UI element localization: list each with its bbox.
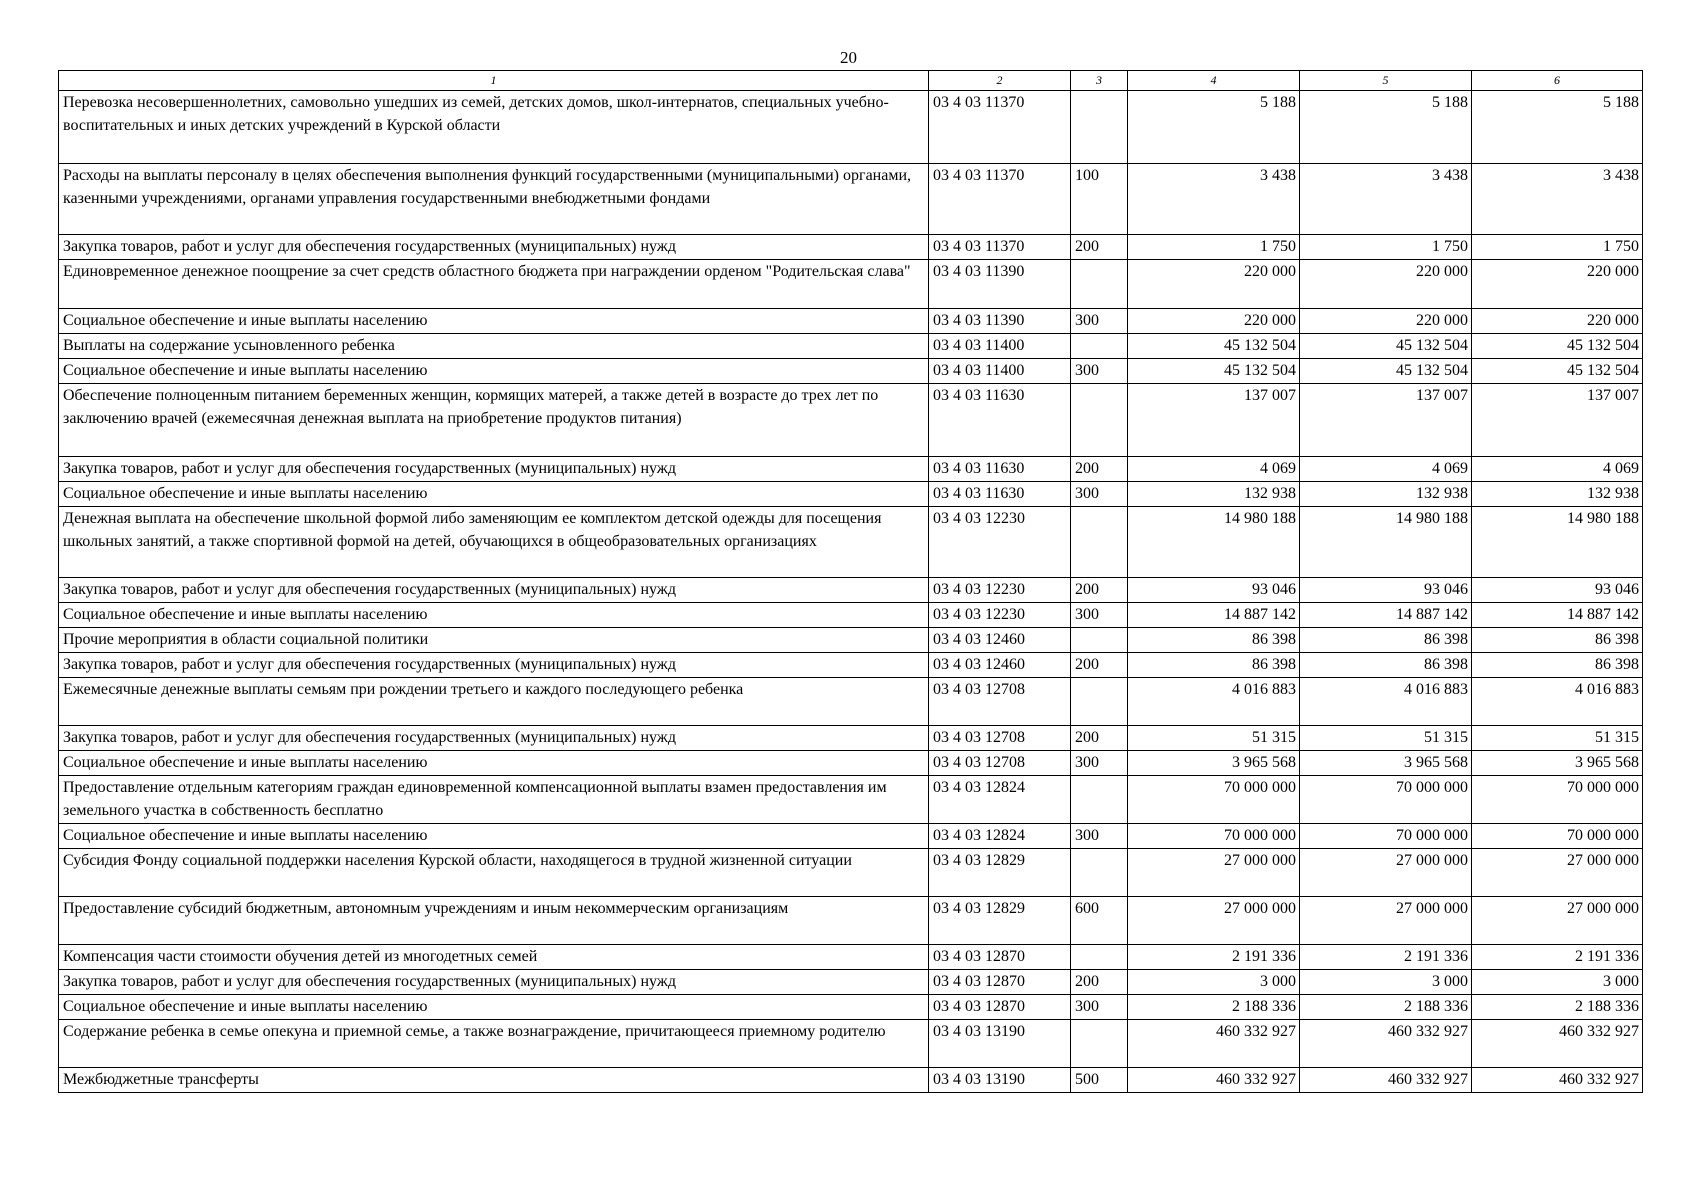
target-article-code: 03 4 03 12824 [929,776,1071,824]
amount-col-4: 5 188 [1128,91,1300,164]
table-row [59,457,1643,482]
amount-col-6: 86 398 [1472,653,1643,678]
target-article-code: 03 4 03 12824 [929,824,1071,849]
amount-col-4: 86 398 [1128,628,1300,653]
row-name: Межбюджетные трансферты [59,1068,929,1093]
table-row [59,1020,1643,1068]
amount-col-4: 3 000 [1128,970,1300,995]
expense-type-code [1071,678,1128,726]
row-name: Социальное обеспечение и иные выплаты населению [59,359,929,384]
table-row [59,751,1643,776]
amount-col-4: 3 965 568 [1128,751,1300,776]
target-article-code: 03 4 03 11400 [929,334,1071,359]
amount-col-5: 3 000 [1300,970,1472,995]
target-article-code: 03 4 03 11390 [929,260,1071,309]
target-article-code: 03 4 03 11370 [929,235,1071,260]
table-row [59,1068,1643,1093]
target-article-code: 03 4 03 12870 [929,995,1071,1020]
amount-col-6: 3 965 568 [1472,751,1643,776]
expense-type-code [1071,1020,1128,1068]
amount-col-5: 45 132 504 [1300,359,1472,384]
amount-col-4: 93 046 [1128,578,1300,603]
expense-type-code [1071,849,1128,897]
table-row [59,726,1643,751]
amount-col-4: 14 887 142 [1128,603,1300,628]
amount-col-5: 137 007 [1300,384,1472,457]
amount-col-6: 70 000 000 [1472,824,1643,849]
table-row [59,91,1643,164]
target-article-code: 03 4 03 11390 [929,309,1071,334]
table-row [59,945,1643,970]
table-row [59,578,1643,603]
table-row [59,384,1643,457]
amount-col-5: 3 438 [1300,164,1472,235]
amount-col-4: 220 000 [1128,309,1300,334]
row-name: Ежемесячные денежные выплаты семьям при рождении третьего и каждого последующего ребенка [59,678,929,726]
target-article-code: 03 4 03 12230 [929,603,1071,628]
table-row [59,897,1643,945]
expense-type-code [1071,945,1128,970]
amount-col-4: 2 188 336 [1128,995,1300,1020]
expense-type-code [1071,776,1128,824]
amount-col-6: 45 132 504 [1472,359,1643,384]
amount-col-6: 27 000 000 [1472,897,1643,945]
row-name: Прочие мероприятия в области социальной политики [59,628,929,653]
amount-col-6: 3 438 [1472,164,1643,235]
expense-type-code: 200 [1071,457,1128,482]
target-article-code: 03 4 03 13190 [929,1020,1071,1068]
column-header-3: 3 [1071,71,1128,91]
target-article-code: 03 4 03 12870 [929,970,1071,995]
amount-col-5: 3 965 568 [1300,751,1472,776]
amount-col-6: 51 315 [1472,726,1643,751]
amount-col-5: 27 000 000 [1300,849,1472,897]
amount-col-4: 460 332 927 [1128,1068,1300,1093]
amount-col-4: 86 398 [1128,653,1300,678]
amount-col-4: 460 332 927 [1128,1020,1300,1068]
row-name: Выплаты на содержание усыновленного ребенка [59,334,929,359]
amount-col-5: 86 398 [1300,628,1472,653]
row-name: Субсидия Фонду социальной поддержки населения Курской области, находящегося в трудной жизненной ситуации [59,849,929,897]
row-name: Закупка товаров, работ и услуг для обеспечения государственных (муниципальных) нужд [59,970,929,995]
target-article-code: 03 4 03 11370 [929,164,1071,235]
expense-type-code: 300 [1071,359,1128,384]
amount-col-5: 220 000 [1300,309,1472,334]
amount-col-5: 4 016 883 [1300,678,1472,726]
row-name: Социальное обеспечение и иные выплаты населению [59,603,929,628]
expense-type-code: 500 [1071,1068,1128,1093]
expense-type-code [1071,507,1128,578]
target-article-code: 03 4 03 11400 [929,359,1071,384]
target-article-code: 03 4 03 11630 [929,457,1071,482]
amount-col-4: 1 750 [1128,235,1300,260]
target-article-code: 03 4 03 13190 [929,1068,1071,1093]
row-name: Перевозка несовершеннолетних, самовольно ушедших из семей, детских домов, школ-интернатов, специальных учебно-воспитательных и иных детских учреждений в Курской области [59,91,929,164]
budget-table [58,70,1643,1093]
expense-type-code: 200 [1071,653,1128,678]
target-article-code: 03 4 03 12460 [929,653,1071,678]
amount-col-4: 137 007 [1128,384,1300,457]
expense-type-code: 200 [1071,726,1128,751]
amount-col-5: 86 398 [1300,653,1472,678]
table-header-row [59,71,1643,91]
table-row [59,359,1643,384]
amount-col-6: 220 000 [1472,260,1643,309]
row-name: Закупка товаров, работ и услуг для обеспечения государственных (муниципальных) нужд [59,578,929,603]
amount-col-5: 1 750 [1300,235,1472,260]
table-row [59,164,1643,235]
amount-col-6: 5 188 [1472,91,1643,164]
amount-col-6: 4 069 [1472,457,1643,482]
expense-type-code: 300 [1071,603,1128,628]
table-row [59,970,1643,995]
target-article-code: 03 4 03 12230 [929,578,1071,603]
table-row [59,628,1643,653]
row-name: Закупка товаров, работ и услуг для обеспечения государственных (муниципальных) нужд [59,235,929,260]
target-article-code: 03 4 03 12870 [929,945,1071,970]
table-row [59,260,1643,309]
amount-col-5: 70 000 000 [1300,776,1472,824]
amount-col-5: 5 188 [1300,91,1472,164]
amount-col-4: 51 315 [1128,726,1300,751]
target-article-code: 03 4 03 12829 [929,849,1071,897]
table-row [59,235,1643,260]
expense-type-code: 300 [1071,751,1128,776]
target-article-code: 03 4 03 11370 [929,91,1071,164]
amount-col-5: 4 069 [1300,457,1472,482]
row-name: Социальное обеспечение и иные выплаты населению [59,482,929,507]
amount-col-4: 70 000 000 [1128,824,1300,849]
amount-col-6: 70 000 000 [1472,776,1643,824]
table-row [59,653,1643,678]
expense-type-code [1071,91,1128,164]
row-name: Компенсация части стоимости обучения детей из многодетных семей [59,945,929,970]
amount-col-6: 460 332 927 [1472,1020,1643,1068]
target-article-code: 03 4 03 12230 [929,507,1071,578]
amount-col-6: 4 016 883 [1472,678,1643,726]
amount-col-5: 93 046 [1300,578,1472,603]
amount-col-5: 220 000 [1300,260,1472,309]
amount-col-5: 460 332 927 [1300,1020,1472,1068]
expense-type-code: 600 [1071,897,1128,945]
column-header-1: 1 [59,71,929,91]
amount-col-5: 14 887 142 [1300,603,1472,628]
table-row [59,995,1643,1020]
table-row [59,309,1643,334]
expense-type-code [1071,628,1128,653]
row-name: Закупка товаров, работ и услуг для обеспечения государственных (муниципальных) нужд [59,457,929,482]
table-row [59,776,1643,824]
amount-col-6: 3 000 [1472,970,1643,995]
row-name: Предоставление субсидий бюджетным, автономным учреждениям и иным некоммерческим организациям [59,897,929,945]
amount-col-5: 2 188 336 [1300,995,1472,1020]
expense-type-code: 100 [1071,164,1128,235]
expense-type-code [1071,384,1128,457]
amount-col-5: 132 938 [1300,482,1472,507]
column-header-5: 5 [1300,71,1472,91]
amount-col-5: 70 000 000 [1300,824,1472,849]
amount-col-4: 45 132 504 [1128,334,1300,359]
amount-col-4: 4 069 [1128,457,1300,482]
amount-col-5: 2 191 336 [1300,945,1472,970]
expense-type-code: 200 [1071,578,1128,603]
amount-col-4: 4 016 883 [1128,678,1300,726]
amount-col-4: 45 132 504 [1128,359,1300,384]
amount-col-6: 93 046 [1472,578,1643,603]
page-number: 20 [840,48,857,67]
expense-type-code [1071,334,1128,359]
amount-col-6: 220 000 [1472,309,1643,334]
amount-col-6: 86 398 [1472,628,1643,653]
table-row [59,507,1643,578]
expense-type-code [1071,260,1128,309]
row-name: Содержание ребенка в семье опекуна и приемной семье, а также вознаграждение, причитающееся приемному родителю [59,1020,929,1068]
target-article-code: 03 4 03 12460 [929,628,1071,653]
column-header-4: 4 [1128,71,1300,91]
amount-col-4: 2 191 336 [1128,945,1300,970]
column-header-2: 2 [929,71,1071,91]
table-row [59,849,1643,897]
target-article-code: 03 4 03 11630 [929,384,1071,457]
amount-col-4: 14 980 188 [1128,507,1300,578]
amount-col-6: 14 887 142 [1472,603,1643,628]
row-name: Социальное обеспечение и иные выплаты населению [59,309,929,334]
row-name: Обеспечение полноценным питанием беременных женщин, кормящих матерей, а также детей в возрасте до трех лет по заключению врачей (ежемесячная денежная выплата на приобретение продуктов питания) [59,384,929,457]
row-name: Социальное обеспечение и иные выплаты населению [59,824,929,849]
amount-col-4: 3 438 [1128,164,1300,235]
amount-col-6: 27 000 000 [1472,849,1643,897]
amount-col-5: 460 332 927 [1300,1068,1472,1093]
amount-col-6: 460 332 927 [1472,1068,1643,1093]
row-name: Социальное обеспечение и иные выплаты населению [59,751,929,776]
expense-type-code: 300 [1071,824,1128,849]
amount-col-5: 14 980 188 [1300,507,1472,578]
target-article-code: 03 4 03 12708 [929,726,1071,751]
amount-col-6: 45 132 504 [1472,334,1643,359]
row-name: Денежная выплата на обеспечение школьной формой либо заменяющим ее комплектом детской одежды для посещения школьных занятий, а также спортивной формой на детей, обучающихся в общеобразовательных организациях [59,507,929,578]
column-header-6: 6 [1472,71,1643,91]
row-name: Единовременное денежное поощрение за счет средств областного бюджета при награждении орденом "Родительская слава" [59,260,929,309]
expense-type-code: 200 [1071,970,1128,995]
expense-type-code: 300 [1071,309,1128,334]
amount-col-4: 220 000 [1128,260,1300,309]
amount-col-4: 70 000 000 [1128,776,1300,824]
amount-col-6: 137 007 [1472,384,1643,457]
target-article-code: 03 4 03 12708 [929,678,1071,726]
row-name: Расходы на выплаты персоналу в целях обеспечения выполнения функций государственными (муниципальными) органами, казенными учреждениями, органами управления государственными внебюджетными фондами [59,164,929,235]
amount-col-6: 132 938 [1472,482,1643,507]
row-name: Предоставление отдельным категориям граждан единовременной компенсационной выплаты взамен предоставления им земельного участка в собственность бесплатно [59,776,929,824]
table-row [59,334,1643,359]
expense-type-code: 300 [1071,482,1128,507]
target-article-code: 03 4 03 11630 [929,482,1071,507]
amount-col-5: 45 132 504 [1300,334,1472,359]
table-row [59,678,1643,726]
row-name: Социальное обеспечение и иные выплаты населению [59,995,929,1020]
expense-type-code: 300 [1071,995,1128,1020]
target-article-code: 03 4 03 12708 [929,751,1071,776]
amount-col-5: 27 000 000 [1300,897,1472,945]
amount-col-6: 2 188 336 [1472,995,1643,1020]
row-name: Закупка товаров, работ и услуг для обеспечения государственных (муниципальных) нужд [59,653,929,678]
table-row [59,824,1643,849]
amount-col-6: 1 750 [1472,235,1643,260]
amount-col-4: 27 000 000 [1128,897,1300,945]
amount-col-5: 51 315 [1300,726,1472,751]
expense-type-code: 200 [1071,235,1128,260]
row-name: Закупка товаров, работ и услуг для обеспечения государственных (муниципальных) нужд [59,726,929,751]
amount-col-6: 14 980 188 [1472,507,1643,578]
table-row [59,603,1643,628]
amount-col-4: 27 000 000 [1128,849,1300,897]
amount-col-4: 132 938 [1128,482,1300,507]
table-row [59,482,1643,507]
target-article-code: 03 4 03 12829 [929,897,1071,945]
amount-col-6: 2 191 336 [1472,945,1643,970]
